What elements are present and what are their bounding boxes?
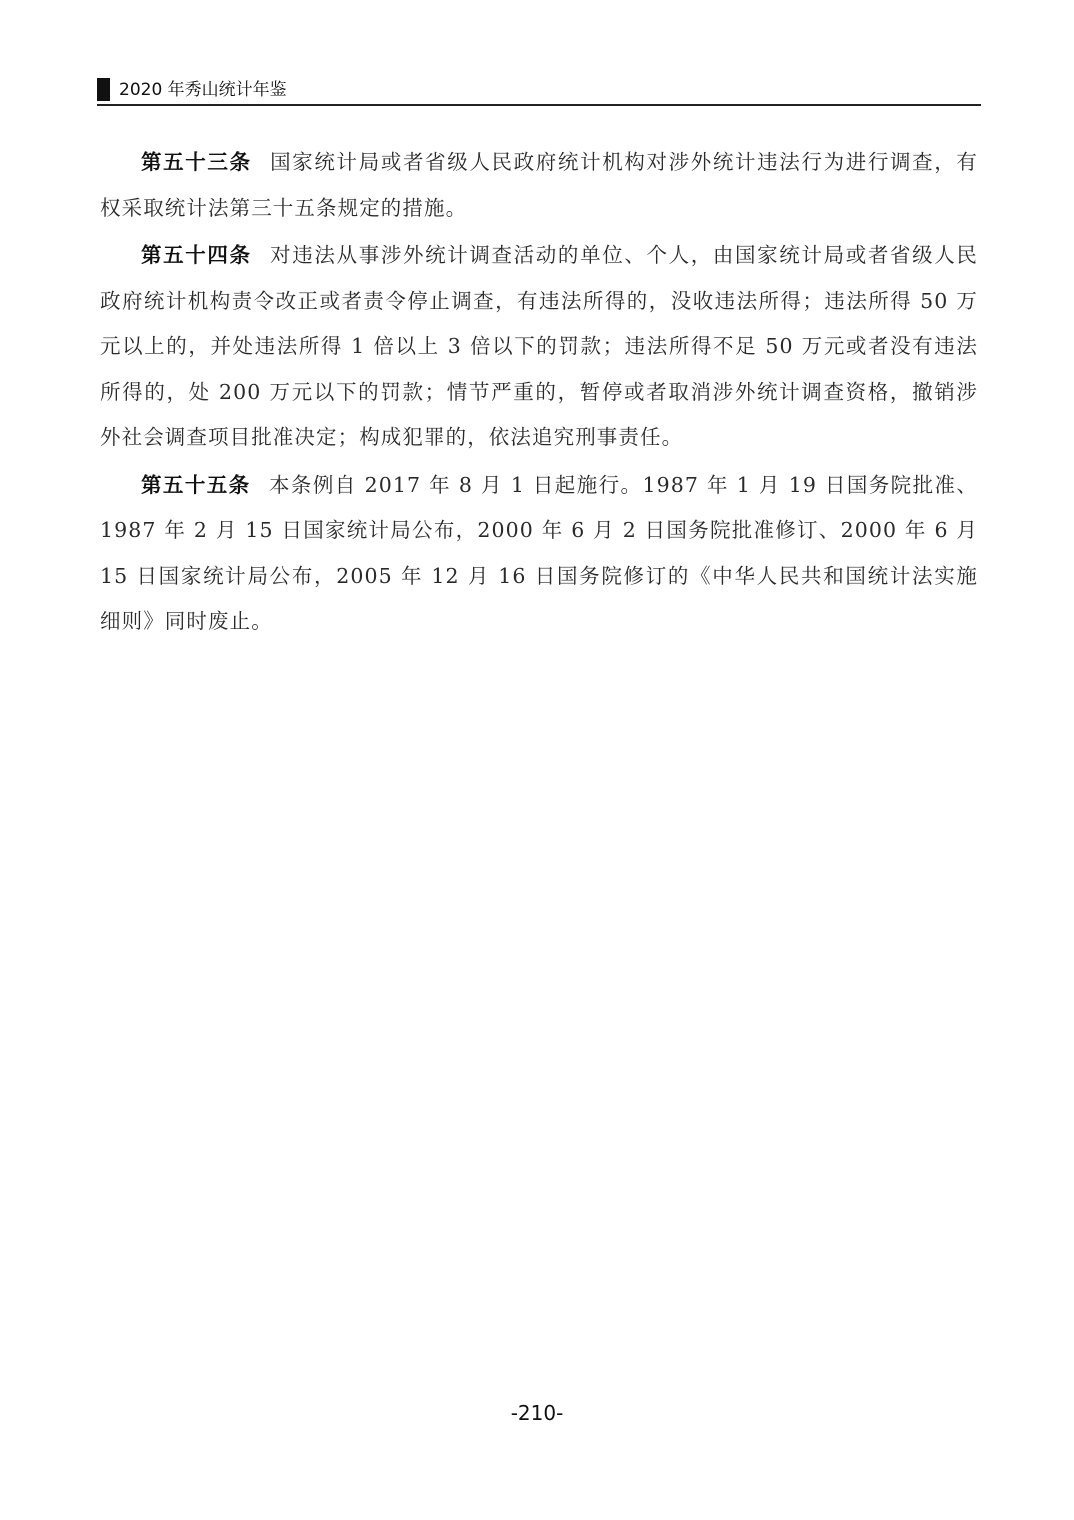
- article-text: 本条例自 2017 年 8 月 1 日起施行。1987 年 1 月 19 日国务院批准、1987 年 2 月 15 日国家统计局公布，2000 年 6 月 2 日国务院批准修订、2000 年 6 月 15 日国家统计局公布，2005 年 12 月 16 日国务院修订的《中华人民共和国统计法实施细则》同时废止。: [100, 472, 978, 633]
- running-header: [97, 78, 981, 106]
- article-title: 第五十三条: [141, 150, 252, 174]
- article-title: 第五十五条: [141, 472, 251, 497]
- header-title: 2020 年秀山统计年鉴: [119, 80, 287, 100]
- article-54: [100, 233, 978, 461]
- article-53: [100, 140, 978, 231]
- header-marker: [97, 78, 110, 101]
- page-number: -210-: [510, 1401, 564, 1425]
- document-body: [100, 140, 978, 647]
- article-55: [100, 463, 978, 645]
- article-text: 国家统计局或者省级人民政府统计机构对涉外统计违法行为进行调查，有权采取统计法第三十五条规定的措施。: [100, 150, 979, 220]
- article-text: 对违法从事涉外统计调查活动的单位、个人，由国家统计局或者省级人民政府统计机构责令改正或者责令停止调查，有违法所得的，没收违法所得；违法所得 50 万元以上的，并处违法所得 1 倍以上 3 倍以下的罚款；违法所得不足 50 万元或者没有违法所得的，处 200 万元以下的罚款；情节严重的，暂停或者取消涉外统计调查资格，撤销涉外社会调查项目批准决定；构成犯罪的，依法追究刑事责任。: [100, 243, 979, 449]
- article-title: 第五十四条: [141, 243, 252, 267]
